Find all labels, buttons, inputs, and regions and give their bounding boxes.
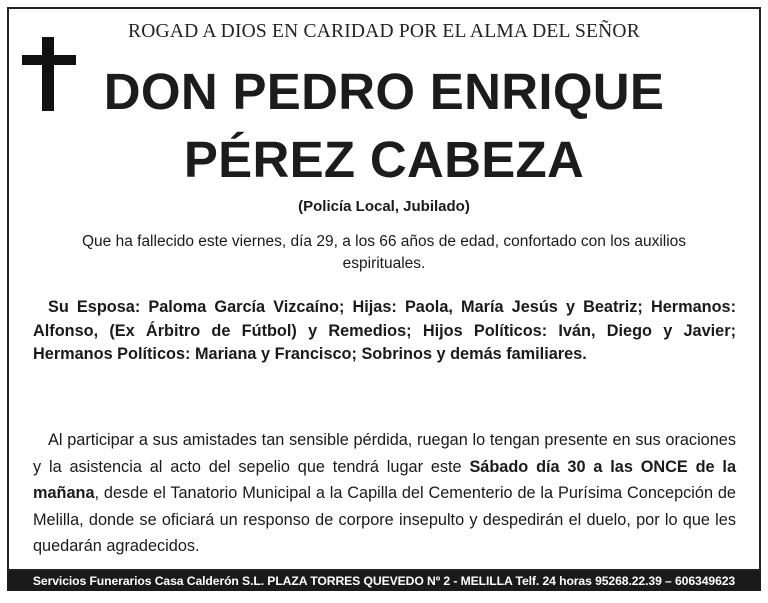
deceased-title: (Policía Local, Jubilado) xyxy=(298,198,470,215)
funeral-home-footer: Servicios Funerarios Casa Calderón S.L. PLAZA TORRES QUEVEDO Nº 2 - MELILLA Telf. 24 horas 95268.22.39 – 606349623 xyxy=(7,571,761,591)
rogad-heading: ROGAD A DIOS EN CARIDAD POR EL ALMA DEL SEÑOR xyxy=(128,21,640,42)
deceased-name-line2: PÉREZ CABEZA xyxy=(183,131,585,188)
family-list: Su Esposa: Paloma García Vizcaíno; Hijas: Paola, María Jesús y Beatriz; Hermanos: Alfonso, (Ex Árbitro de Fútbol) y Remedios; Hijos Políticos: Iván, Diego y Javier; Hermanos Políticos: Mariana y Francisco; Sobrinos y demás familiares. xyxy=(33,298,736,363)
death-announcement: Que ha fallecido este viernes, día 29, a los 66 años de edad, confortado con los auxilios espirituales. xyxy=(81,233,687,272)
funeral-details xyxy=(33,427,736,560)
funeral-details-text-1: Al participar a sus amistades tan sensible pérdida, ruegan lo tengan presente en sus oraciones y la asistencia al acto del sepelio que tendrá lugar este xyxy=(33,431,736,476)
deceased-name-line1: DON PEDRO ENRIQUE xyxy=(103,63,665,120)
funeral-details-text-2: , desde el Tanatorio Municipal a la Capilla del Cementerio de la Purísima Concepción de Melilla, donde se oficiará un responso de corpore insepulto y despedirán el duelo, por lo que les quedarán agradecidos. xyxy=(33,484,736,556)
funeral-date-time: Sábado día 30 a las ONCE de la mañana xyxy=(33,457,736,503)
